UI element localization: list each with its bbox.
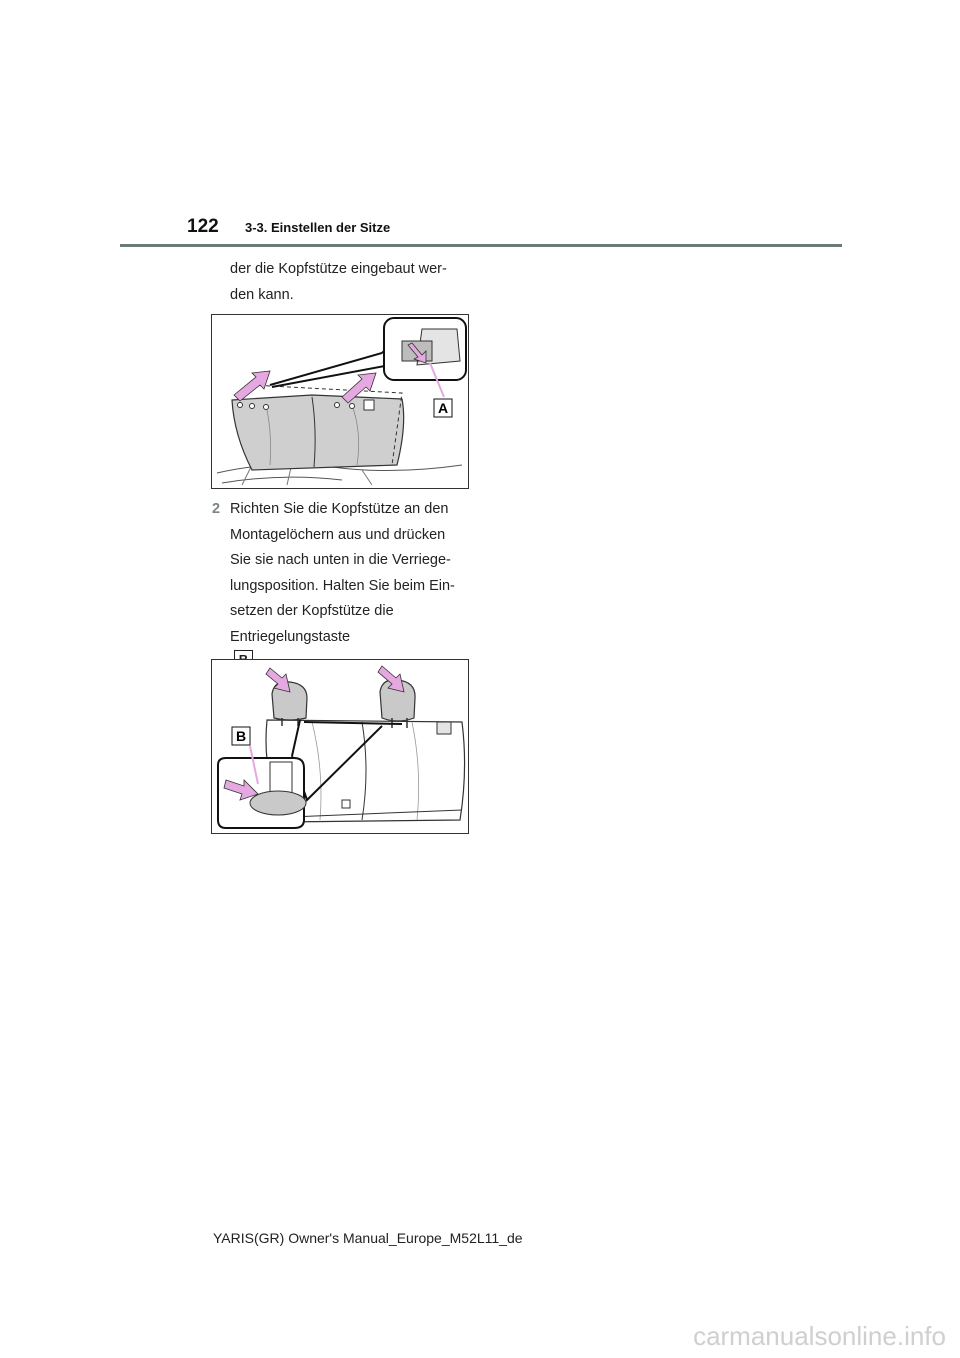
header-divider: [120, 244, 842, 247]
section-title: 3-3. Einstellen der Sitze: [245, 220, 391, 235]
step-number: 2: [212, 501, 221, 517]
watermark: carmanualsonline.info: [693, 1321, 946, 1351]
seatback-illustration: [212, 315, 468, 488]
step-line-6-before: Entriegelungstaste: [230, 628, 351, 645]
step-line-3: Sie sie nach unten in die Verriege-: [230, 552, 451, 568]
figure-headrest-holes: [211, 314, 469, 489]
callout-a: A: [437, 400, 449, 416]
intro-line-2: den kann.: [230, 286, 294, 303]
headrest-insert-illustration: [212, 660, 468, 833]
step-line-4: lungsposition. Halten Sie beim Ein-: [230, 577, 455, 594]
footer: YARIS(GR) Owner's Manual_Europe_M52L11_de: [213, 1230, 523, 1246]
intro-paragraph: [230, 257, 480, 308]
callout-b: B: [235, 728, 247, 744]
figure-headrest-insert: [211, 659, 469, 834]
step-line-2: Montagelöchern aus und drücken: [230, 526, 446, 543]
page-number: 122: [187, 216, 219, 237]
intro-line-1: der die Kopfstütze eingebaut wer-: [230, 261, 447, 277]
step-line-1: Richten Sie die Kopfstütze an den: [230, 501, 449, 517]
step-line-5: setzen der Kopfstütze die: [230, 603, 394, 619]
